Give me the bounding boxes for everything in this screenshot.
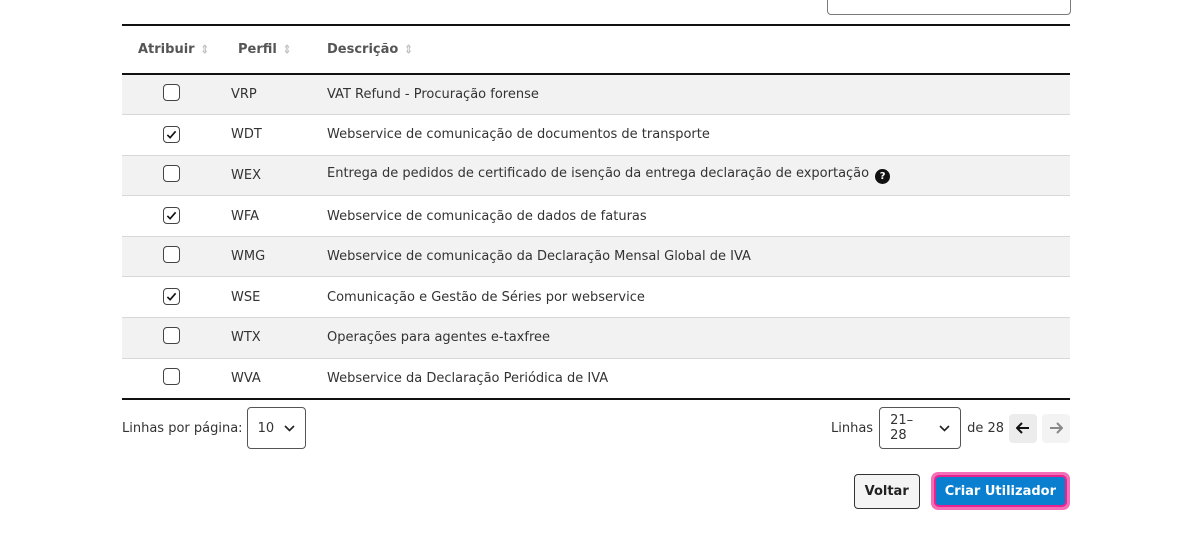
header-descricao[interactable] <box>327 25 1070 74</box>
perfil-code: WFA <box>231 208 260 224</box>
table-header-row <box>122 25 1070 74</box>
cell-perfil <box>220 318 327 359</box>
cell-descricao <box>327 155 1070 196</box>
descricao-text: VAT Refund - Procuração forense <box>327 87 539 103</box>
rows-per-page-value: 10 <box>257 420 275 436</box>
header-label: Atribuir <box>138 42 195 57</box>
cell-descricao <box>327 277 1070 318</box>
focus-ring <box>931 472 1070 510</box>
check-icon <box>166 291 177 302</box>
cell-descricao <box>327 196 1070 237</box>
range-label: Linhas <box>830 420 874 436</box>
header-label: Perfil <box>238 42 277 57</box>
rows-per-page-select[interactable] <box>247 407 306 449</box>
cell-atribuir <box>122 155 220 196</box>
table-row <box>122 236 1070 277</box>
perfil-code: WMG <box>231 249 266 265</box>
cell-perfil <box>220 196 327 237</box>
check-icon <box>166 129 177 140</box>
descricao-text: Webservice de comunicação de dados de faturas <box>327 208 647 224</box>
cell-perfil <box>220 155 327 196</box>
perfil-code: WTX <box>231 330 261 346</box>
perfil-code: VRP <box>231 87 257 103</box>
arrow-left-icon <box>1016 422 1030 434</box>
cell-perfil <box>220 236 327 277</box>
header-atribuir[interactable] <box>122 25 220 74</box>
assign-checkbox[interactable] <box>163 126 180 143</box>
check-icon <box>166 210 177 221</box>
rows-per-page-label: Linhas por página: <box>122 420 243 436</box>
perfil-code: WEX <box>231 167 261 183</box>
cell-perfil <box>220 277 327 318</box>
table-row <box>122 318 1070 359</box>
total-label: de 28 <box>967 420 1004 436</box>
sort-icon: ⇕ <box>200 43 209 58</box>
next-page-button[interactable] <box>1042 414 1070 443</box>
profiles-table-container <box>122 24 1070 400</box>
arrow-right-icon <box>1049 422 1063 434</box>
profiles-table <box>122 24 1070 400</box>
perfil-code: WDT <box>231 127 262 143</box>
descricao-text: Operações para agentes e-taxfree <box>327 330 550 346</box>
descricao-text: Webservice de comunicação de documentos de transporte <box>327 127 710 143</box>
table-row <box>122 74 1070 115</box>
assign-checkbox[interactable] <box>163 84 180 101</box>
assign-checkbox[interactable] <box>163 288 180 305</box>
pagination <box>831 407 1070 449</box>
table-row <box>122 358 1070 399</box>
cell-atribuir <box>122 277 220 318</box>
chevron-down-icon <box>284 421 295 435</box>
perfil-code: WVA <box>231 370 261 386</box>
descricao-text: Comunicação e Gestão de Séries por webservice <box>327 289 645 305</box>
range-value: 21–28 <box>890 413 914 443</box>
table-row <box>122 196 1070 237</box>
cell-descricao <box>327 115 1070 156</box>
chevron-down-icon <box>939 421 950 435</box>
prev-page-button[interactable] <box>1009 414 1037 443</box>
cell-atribuir <box>122 115 220 156</box>
assign-checkbox[interactable] <box>163 368 180 385</box>
cell-perfil <box>220 115 327 156</box>
assign-checkbox[interactable] <box>163 165 180 182</box>
assign-checkbox[interactable] <box>163 327 180 344</box>
table-row <box>122 277 1070 318</box>
range-select[interactable] <box>879 407 961 449</box>
rows-per-page <box>122 407 306 449</box>
create-user-button[interactable]: Criar Utilizador <box>934 475 1067 507</box>
cell-descricao <box>327 236 1070 277</box>
descricao-text: Webservice da Declaração Periódica de IVA <box>327 370 609 386</box>
descricao-text: Webservice de comunicação da Declaração Mensal Global de IVA <box>327 249 751 265</box>
cell-descricao <box>327 358 1070 399</box>
sort-icon: ⇕ <box>404 43 413 58</box>
cell-atribuir <box>122 236 220 277</box>
descricao-text: Entrega de pedidos de certificado de isenção da entrega declaração de exportação <box>327 166 870 182</box>
help-icon[interactable]: ? <box>875 169 890 184</box>
search-input[interactable] <box>827 0 1071 15</box>
cell-atribuir <box>122 74 220 115</box>
header-perfil[interactable] <box>220 25 327 74</box>
header-label: Descrição <box>327 42 399 57</box>
cell-descricao <box>327 318 1070 359</box>
back-button[interactable]: Voltar <box>854 474 920 509</box>
cell-perfil <box>220 74 327 115</box>
cell-atribuir <box>122 358 220 399</box>
cell-atribuir <box>122 318 220 359</box>
form-actions <box>854 472 1070 510</box>
assign-checkbox[interactable] <box>163 246 180 263</box>
table-row <box>122 155 1070 196</box>
sort-icon: ⇕ <box>282 43 292 58</box>
cell-perfil <box>220 358 327 399</box>
cell-descricao <box>327 74 1070 115</box>
perfil-code: WSE <box>231 289 261 305</box>
cell-atribuir <box>122 196 220 237</box>
table-row <box>122 115 1070 156</box>
assign-checkbox[interactable] <box>163 207 180 224</box>
